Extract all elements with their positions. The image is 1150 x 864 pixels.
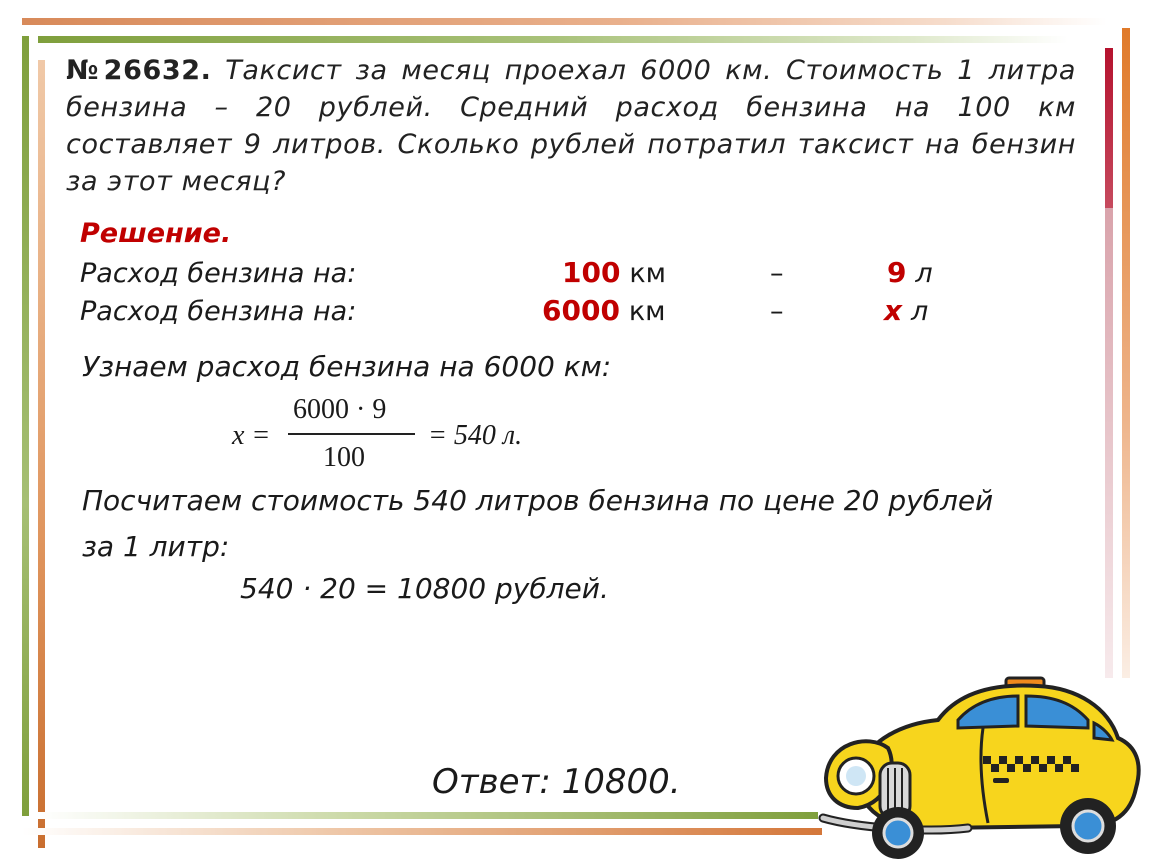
formula-lhs: x = [232,420,271,451]
row1-distance: 100 км [562,256,667,289]
find-consumption-text: Узнаем расход бензина на 6000 км: [82,350,612,383]
cost-calculation: 540 · 20 = 10800 рублей. [240,572,609,605]
problem-text: Таксист за месяц проехал 6000 км. Стоимость 1 литра бензина – 20 рублей. Средний расход бензина на 100 км составляет 9 литров. Сколько рублей потратил таксист на бензин за этот месяц? [66,55,1076,197]
row2-distance: 6000 км [542,294,666,327]
row2-amount: x л [884,294,929,327]
problem-statement [66,52,1076,200]
frame-top-orange-bar [22,18,1107,25]
frame-right-red-bar-fade [1105,208,1113,678]
row1-amount: 9 л [887,256,933,289]
formula-denominator: 100 [323,442,365,473]
row1-dash: – [770,258,784,289]
frame-bottom-orange-bar [22,828,822,835]
frame-right-orange-bar [1122,28,1130,678]
taxi-car-icon [818,668,1148,864]
frame-right-red-bar [1105,48,1113,208]
frame-left-green-bar [22,36,29,816]
cost-text-line1: Посчитаем стоимость 540 литров бензина по цене 20 рублей [82,484,994,517]
solution-heading: Решение. [80,218,232,249]
problem-number: №26632. [66,55,212,86]
row2-dash: – [770,296,784,327]
formula-result: = 540 л. [428,420,523,451]
formula-numerator: 6000 · 9 [293,394,387,425]
frame-top-green-bar [38,36,1068,43]
row1-label: Расход бензина на: [80,258,357,289]
fraction-bar [288,433,415,435]
frame-left-orange-bar [38,60,45,848]
cost-text-line2: за 1 литр: [82,530,230,563]
row2-label: Расход бензина на: [80,296,357,327]
frame-bottom-green-bar [38,812,818,819]
answer: Ответ: 10800. [432,762,681,802]
